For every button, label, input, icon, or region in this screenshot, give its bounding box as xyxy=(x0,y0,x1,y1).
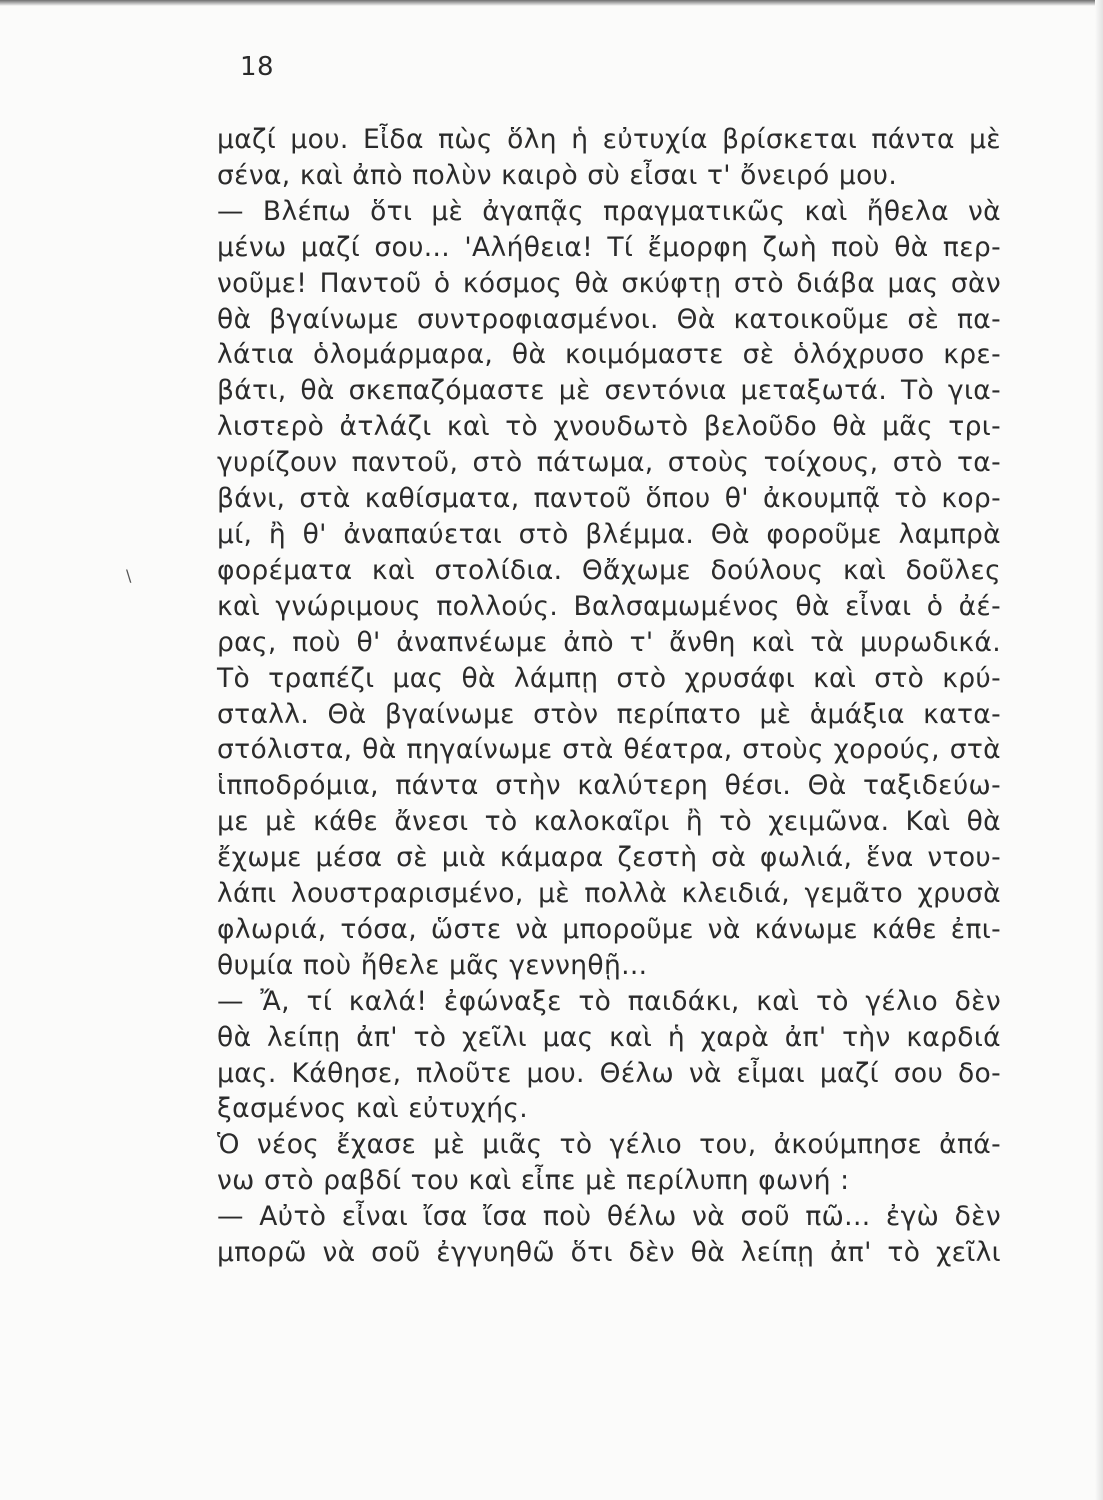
text-line: καὶ γνώριμους πολλούς. Βαλσαμωμένος θὰ εἶναι ὁ ἀέ- xyxy=(217,590,1001,622)
text-line: νοῦμε! Παντοῦ ὁ κόσμος θὰ σκύφτῃ στὸ διάβα μας σὰν xyxy=(217,267,1001,299)
text-line: μένω μαζί σου... 'Αλήθεια! Τί ἔμορφη ζωὴ ποὺ θὰ περ- xyxy=(217,231,1001,263)
scan-right-edge xyxy=(1095,0,1103,1500)
text-line: βάτι, θὰ σκεπαζόμαστε μὲ σεντόνια μεταξωτά. Τὸ για- xyxy=(217,375,1001,407)
text-line: σταλλ. Θὰ βγαίνωμε στὸν περίπατο μὲ ἁμάξια κατα- xyxy=(217,698,1001,730)
text-line: Τὸ τραπέζι μας θὰ λάμπῃ στὸ χρυσάφι καὶ στὸ κρύ- xyxy=(217,662,1001,694)
text-line: φορέματα καὶ στολίδια. Θἄχωμε δούλους καὶ δοῦλες xyxy=(217,554,1001,586)
text-line: φλωριά, τόσα, ὥστε νὰ μποροῦμε νὰ κάνωμε κάθε ἐπι- xyxy=(217,913,1001,945)
text-line: σένα, καὶ ἀπὸ πολὺν καιρὸ σὺ εἶσαι τ' ὄνειρό μου. xyxy=(217,159,898,191)
text-line: μας. Κάθησε, πλοῦτε μου. Θέλω νὰ εἶμαι μαζί σου δο- xyxy=(217,1057,1001,1089)
text-line: Ὁ νέος ἔχασε μὲ μιᾶς τὸ γέλιο του, ἀκούμπησε ἀπά- xyxy=(217,1129,1001,1161)
text-line: θὰ λείπῃ ἀπ' τὸ χεῖλι μας καὶ ἡ χαρὰ ἀπ' τὴν καρδιά xyxy=(217,1021,1001,1053)
scan-top-edge xyxy=(0,0,1103,6)
text-line: ξασμένος καὶ εὐτυχής. xyxy=(217,1093,529,1125)
page-number: 18 xyxy=(240,52,275,82)
text-line: ἔχωμε μέσα σὲ μιὰ κάμαρα ζεστὴ σὰ φωλιά, ἕνα ντου- xyxy=(217,842,1001,874)
text-line: βάνι, στὰ καθίσματα, παντοῦ ὅπου θ' ἀκουμπᾷ τὸ κορ- xyxy=(217,483,1001,515)
text-line: λιστερὸ ἀτλάζι καὶ τὸ χνουδωτὸ βελοῦδο θὰ μᾶς τρι- xyxy=(217,411,1001,443)
text-line: ἱπποδρόμια, πάντα στὴν καλύτερη θέσι. Θὰ ταξιδεύω- xyxy=(217,770,1001,802)
text-line: — Βλέπω ὅτι μὲ ἀγαπᾷς πραγματικῶς καὶ ἤθελα νὰ xyxy=(217,195,1001,227)
text-line: θυμία ποὺ ἤθελε μᾶς γεννηθῇ... xyxy=(217,949,648,981)
stray-pencil-mark: \ xyxy=(126,566,132,585)
text-line: — Ἄ, τί καλά! ἐφώναξε τὸ παιδάκι, καὶ τὸ γέλιο δὲν xyxy=(217,985,1001,1017)
text-line: μί, ἢ θ' ἀναπαύεται στὸ βλέμμα. Θὰ φοροῦμε λαμπρὰ xyxy=(217,518,1001,550)
text-line: νω στὸ ραβδί του καὶ εἶπε μὲ περίλυπη φωνή : xyxy=(217,1165,850,1197)
text-line: γυρίζουν παντοῦ, στὸ πάτωμα, στοὺς τοίχους, στὸ τα- xyxy=(217,447,1001,479)
text-line: θὰ βγαίνωμε συντροφιασμένοι. Θὰ κατοικοῦμε σὲ πα- xyxy=(217,303,1001,335)
body-text xyxy=(217,122,1001,1271)
text-line: λάτια ὁλομάρμαρα, θὰ κοιμόμαστε σὲ ὁλόχρυσο κρε- xyxy=(217,339,1001,371)
text-line: μαζί μου. Εἶδα πὼς ὅλη ἡ εὐτυχία βρίσκεται πάντα μὲ xyxy=(217,124,1001,155)
text-line: με μὲ κάθε ἄνεσι τὸ καλοκαῖρι ἢ τὸ χειμῶνα. Καὶ θὰ xyxy=(217,806,1001,838)
text-line: — Αὐτὸ εἶναι ἴσα ἴσα ποὺ θέλω νὰ σοῦ πῶ... ἐγὼ δὲν xyxy=(217,1201,1001,1233)
text-line: μπορῶ νὰ σοῦ ἐγγυηθῶ ὅτι δὲν θὰ λείπῃ ἀπ' τὸ χεῖλι xyxy=(217,1237,1001,1269)
text-line: στόλιστα, θὰ πηγαίνωμε στὰ θέατρα, στοὺς χορούς, στὰ xyxy=(217,734,1001,766)
text-line: ρας, ποὺ θ' ἀναπνέωμε ἀπὸ τ' ἄνθη καὶ τὰ μυρωδικά. xyxy=(217,626,1001,658)
text-line: λάπι λουστραρισμένο, μὲ πολλὰ κλειδιά, γεμᾶτο χρυσὰ xyxy=(217,878,1001,910)
